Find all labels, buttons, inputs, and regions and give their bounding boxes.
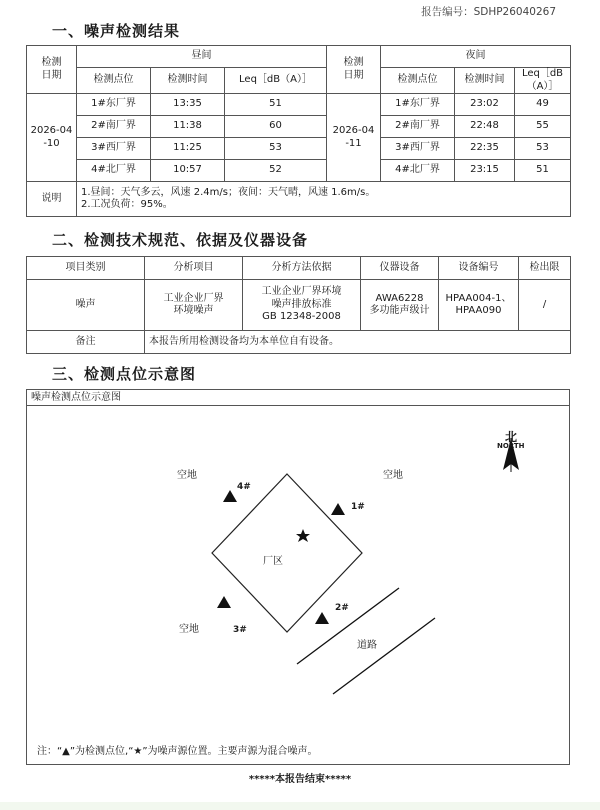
header-date: 检测 日期 bbox=[27, 46, 77, 94]
road-line-2 bbox=[333, 618, 435, 694]
section3-title: 三、检测点位示意图 bbox=[52, 365, 197, 383]
night-point: 4#北厂界 bbox=[381, 160, 455, 182]
label-factory: 厂区 bbox=[263, 556, 283, 567]
diagram-canvas bbox=[27, 406, 569, 736]
day-time: 11:25 bbox=[151, 138, 225, 160]
night-leq: 49 bbox=[515, 94, 571, 116]
note-content bbox=[77, 182, 571, 217]
night-leq: 51 bbox=[515, 160, 571, 182]
day-leq: 52 bbox=[225, 160, 327, 182]
header-leq: Leq［dB（A）］ bbox=[225, 68, 327, 94]
remark-content: 本报告所用检测设备均为本单位自有设备。 bbox=[145, 331, 571, 354]
north-word: NORTH bbox=[497, 442, 525, 450]
label-empty-northeast: 空地 bbox=[383, 470, 403, 481]
cell-device: AWA6228 多功能声级计 bbox=[361, 280, 439, 331]
table-row bbox=[27, 138, 571, 160]
note-label: 说明 bbox=[27, 182, 77, 217]
day-point: 1#东厂界 bbox=[77, 94, 151, 116]
point-1-marker bbox=[331, 503, 345, 515]
header-method: 分析方法依据 bbox=[243, 257, 361, 280]
night-time: 22:35 bbox=[455, 138, 515, 160]
label-empty-southwest: 空地 bbox=[179, 624, 199, 635]
cell-limit: / bbox=[519, 280, 571, 331]
header-point: 检测点位 bbox=[77, 68, 151, 94]
label-point-3: 3# bbox=[233, 625, 247, 635]
remark-label: 备注 bbox=[27, 331, 145, 354]
legend-note: 注：“▲”为检测点位,“★”为噪声源位置。主要声源为混合噪声。 bbox=[37, 746, 318, 757]
day-time: 13:35 bbox=[151, 94, 225, 116]
night-time: 23:02 bbox=[455, 94, 515, 116]
road-line-1 bbox=[297, 588, 399, 664]
monitoring-diagram bbox=[26, 389, 570, 765]
note-line-2: 2.工况负荷：95%。 bbox=[81, 199, 173, 210]
night-date: 2026-04 -11 bbox=[327, 94, 381, 182]
noise-source-star bbox=[296, 529, 310, 542]
north-label: 北 bbox=[505, 430, 518, 444]
label-empty-northwest: 空地 bbox=[177, 470, 197, 481]
note-line-1: 1.昼间：天气多云，风速 2.4m/s；夜间：天气晴，风速 1.6m/s。 bbox=[81, 186, 376, 198]
label-point-4: 4# bbox=[237, 482, 251, 492]
day-leq: 51 bbox=[225, 94, 327, 116]
table-row bbox=[27, 94, 571, 116]
section1-title: 一、噪声检测结果 bbox=[52, 22, 181, 40]
header-point-night: 检测点位 bbox=[381, 68, 455, 94]
day-leq: 60 bbox=[225, 116, 327, 138]
header-item: 分析项目 bbox=[145, 257, 243, 280]
header-time-night: 检测时间 bbox=[455, 68, 515, 94]
day-date: 2026-04 -10 bbox=[27, 94, 77, 182]
header-category: 项目类别 bbox=[27, 257, 145, 280]
night-point: 3#西厂界 bbox=[381, 138, 455, 160]
noise-result-table bbox=[26, 45, 571, 217]
table-row bbox=[27, 160, 571, 182]
day-time: 10:57 bbox=[151, 160, 225, 182]
day-leq: 53 bbox=[225, 138, 327, 160]
night-point: 2#南厂界 bbox=[381, 116, 455, 138]
header-leq-night: Leq［dB（A）］ bbox=[515, 68, 571, 94]
label-road: 道路 bbox=[357, 640, 377, 651]
footer-bar bbox=[0, 802, 600, 810]
section2-title: 二、检测技术规范、依据及仪器设备 bbox=[52, 231, 309, 249]
day-point: 2#南厂界 bbox=[77, 116, 151, 138]
day-point: 4#北厂界 bbox=[77, 160, 151, 182]
point-4-marker bbox=[223, 490, 237, 502]
table-row bbox=[27, 116, 571, 138]
day-point: 3#西厂界 bbox=[77, 138, 151, 160]
night-time: 23:15 bbox=[455, 160, 515, 182]
point-3-marker bbox=[217, 596, 231, 608]
day-time: 11:38 bbox=[151, 116, 225, 138]
label-point-1: 1# bbox=[351, 502, 365, 512]
cell-method: 工业企业厂界环境 噪声排放标准 GB 12348-2008 bbox=[243, 280, 361, 331]
night-leq: 55 bbox=[515, 116, 571, 138]
night-time: 22:48 bbox=[455, 116, 515, 138]
cell-item: 工业企业厂界 环境噪声 bbox=[145, 280, 243, 331]
header-night: 夜间 bbox=[381, 46, 571, 68]
point-2-marker bbox=[315, 612, 329, 624]
report-end: *****本报告结束***** bbox=[248, 774, 352, 785]
header-device-no: 设备编号 bbox=[439, 257, 519, 280]
method-table bbox=[26, 256, 571, 354]
header-time: 检测时间 bbox=[151, 68, 225, 94]
header-device: 仪器设备 bbox=[361, 257, 439, 280]
header-date-night: 检测 日期 bbox=[327, 46, 381, 94]
diagram-header: 噪声检测点位示意图 bbox=[27, 390, 569, 406]
cell-category: 噪声 bbox=[27, 280, 145, 331]
report-number: 报告编号：SDHP26040267 bbox=[421, 6, 556, 18]
label-point-2: 2# bbox=[335, 603, 349, 613]
header-limit: 检出限 bbox=[519, 257, 571, 280]
night-point: 1#东厂界 bbox=[381, 94, 455, 116]
header-day: 昼间 bbox=[77, 46, 327, 68]
cell-device-no: HPAA004-1、 HPAA090 bbox=[439, 280, 519, 331]
night-leq: 53 bbox=[515, 138, 571, 160]
